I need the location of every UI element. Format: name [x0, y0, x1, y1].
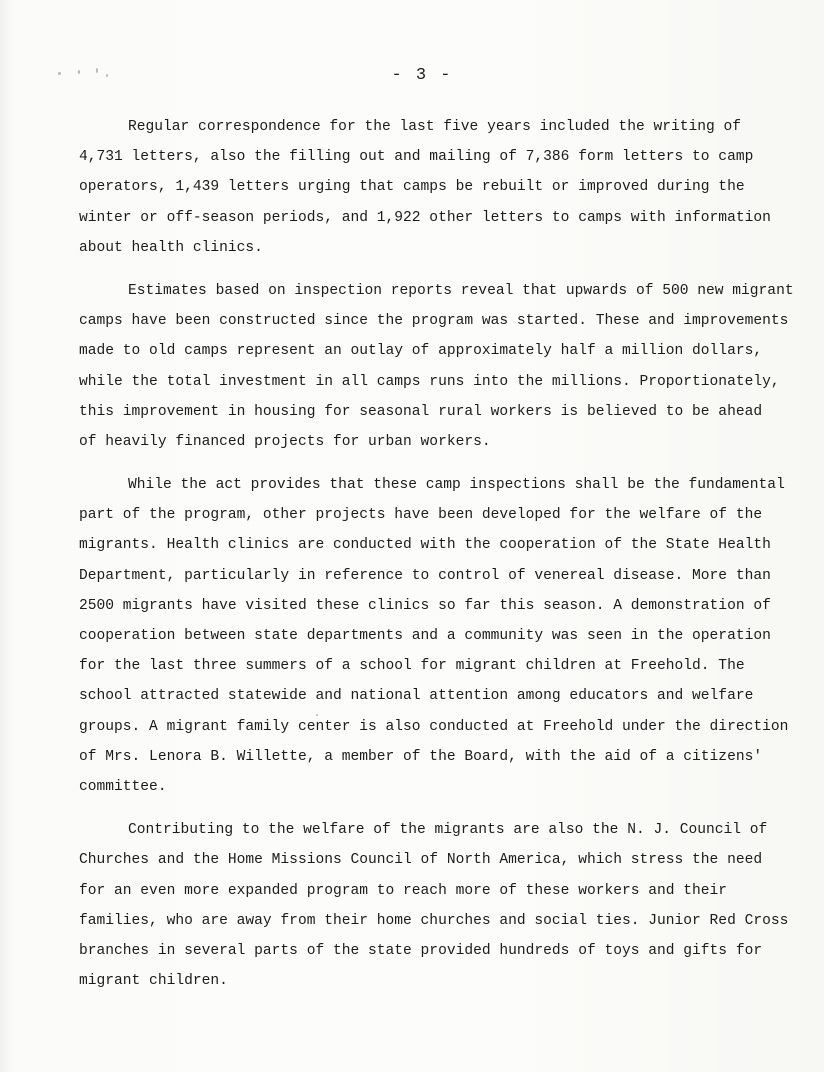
text-line: branches in several parts of the state provided hundreds of toys and gifts for [79, 942, 763, 959]
text-line: made to old camps represent an outlay of approximately half a million dollars, [79, 343, 763, 360]
paragraph-contributing [79, 815, 789, 996]
text-line: operators, 1,439 letters urging that camps be rebuilt or improved during the [79, 179, 745, 196]
text-line: camps have been constructed since the program was started. These and improvements [79, 313, 789, 330]
paragraph-correspondence [79, 112, 771, 263]
text-line: of heavily financed projects for urban workers. [79, 433, 491, 450]
text-line: of Mrs. Lenora B. Willette, a member of the Board, with the aid of a citizens' [79, 748, 763, 765]
paragraph-estimates [79, 276, 794, 457]
text-line: families, who are away from their home churches and social ties. Junior Red Cross [79, 912, 789, 929]
text-line: 2500 migrants have visited these clinics so far this season. A demonstration of [79, 597, 771, 614]
text-line: While the act provides that these camp inspections shall be the fundamental [128, 477, 785, 494]
text-line: part of the program, other projects have been developed for the welfare of the [79, 507, 763, 524]
text-line: migrants. Health clinics are conducted with the cooperation of the State Health [79, 537, 771, 554]
text-line: cooperation between state departments and a community was seen in the operation [79, 628, 771, 644]
text-line: winter or off-season periods, and 1,922 other letters to camps with information [79, 209, 771, 226]
text-line: groups. A migrant family center is also conducted at Freehold under the direction [79, 718, 789, 735]
text-line: for the last three summers of a school for migrant children at Freehold. The [79, 658, 745, 675]
text-line: Churches and the Home Missions Council of North America, which stress the need [79, 852, 763, 869]
page-number: - 3 - [391, 66, 453, 85]
text-line: school attracted statewide and national attention among educators and welfare [79, 688, 754, 705]
text-line: about health clinics. [79, 239, 263, 256]
text-line: this improvement in housing for seasonal rural workers is believed to be ahead [79, 403, 763, 420]
text-line: committee. [79, 778, 167, 795]
text-line: Contributing to the welfare of the migrants are also the N. J. Council of [128, 822, 768, 839]
text-line: while the total investment in all camps runs into the millions. Proportionately, [79, 373, 780, 390]
text-line: 4,731 letters, also the filling out and mailing of 7,386 form letters to camp [79, 149, 754, 166]
text-line: for an even more expanded program to reach more of these workers and their [79, 882, 728, 899]
paragraph-act-provisions [79, 470, 789, 802]
text-line: Department, particularly in reference to control of venereal disease. More than [79, 567, 771, 584]
text-line: Regular correspondence for the last five years included the writing of [128, 119, 742, 135]
text-line: migrant children. [79, 973, 228, 990]
text-line: Estimates based on inspection reports reveal that upwards of 500 new migrant [128, 282, 794, 299]
document-body [79, 112, 794, 1009]
